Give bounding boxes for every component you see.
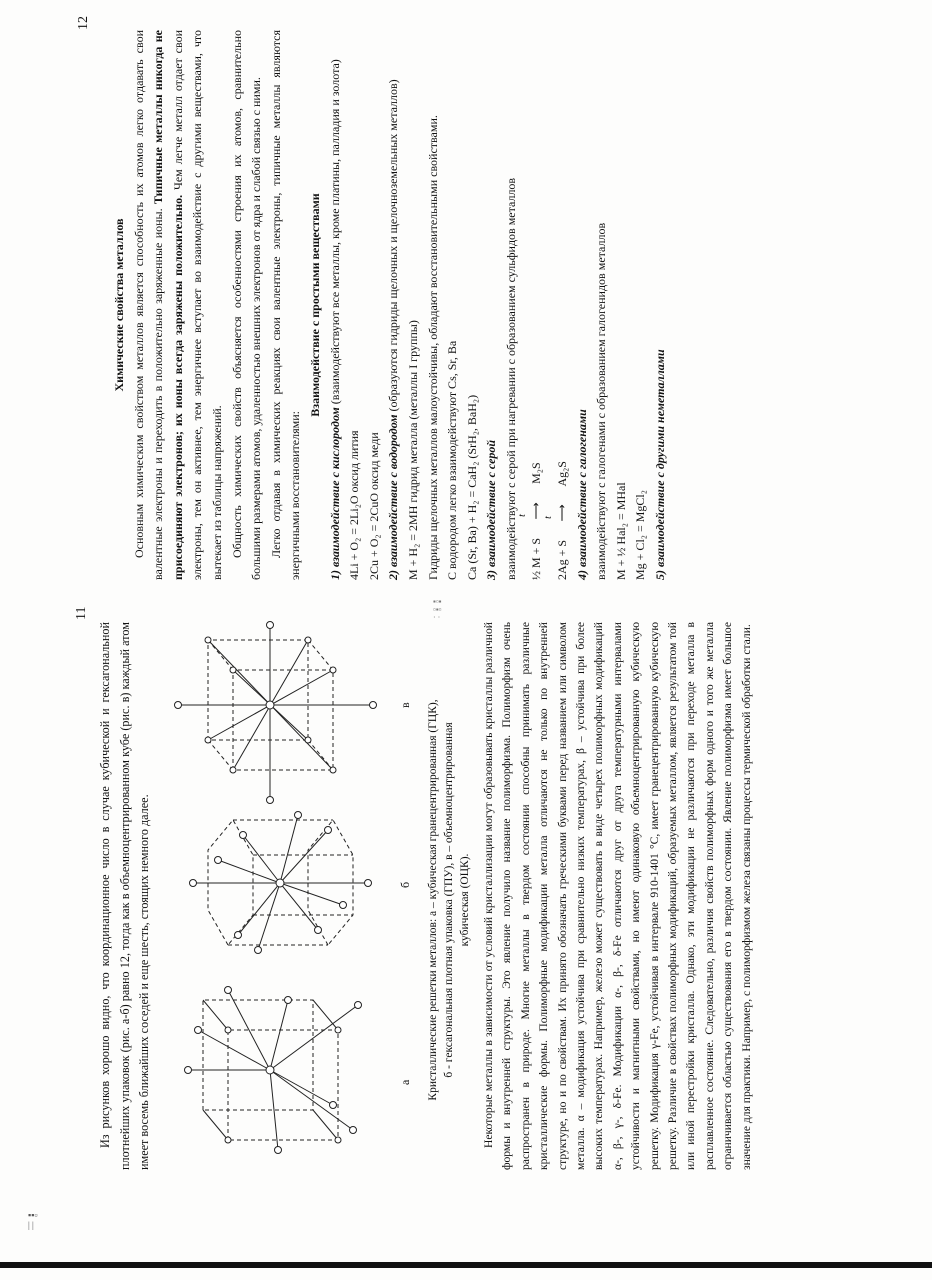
lattice-drawings	[168, 620, 398, 1180]
equation	[543, 30, 573, 580]
item-heading: 4) взаимодействие с галогенами	[574, 409, 589, 580]
subsection-title: Взаимодействие с простыми веществами	[307, 193, 322, 417]
page-number: 12	[76, 16, 91, 30]
equation: 2Cu + O₂ = 2CuO оксид меди	[366, 432, 381, 580]
list-item	[326, 30, 346, 580]
item-text: (образуются гидриды щелочных и щелочноземельных металлов)	[386, 79, 401, 412]
equation-left: 2Ag + S	[555, 539, 570, 580]
binder-scan-artifact: ▪▪▫ | |	[28, 1210, 38, 1230]
page-11	[0, 606, 932, 1180]
page-12	[0, 16, 932, 590]
figure-label-c: в	[398, 702, 412, 708]
intro-paragraph: Из рисунков хорошо видно, что координационное число в случае кубической и гексагональной плотнейших упаковок (рис. а-б) равно 12, тогда как в объемноцентрированном кубе (рис. в) каждый атом имеет восемь ближайших соседей и еще шесть, стоящих немного далее.	[98, 622, 152, 1170]
paragraph	[130, 30, 228, 580]
fcc-lattice-drawing	[185, 987, 362, 1154]
equation-left: ½ M + S	[529, 537, 544, 580]
equation	[517, 30, 547, 580]
heat-label: t	[543, 516, 555, 519]
item-heading: 3) взаимодействие с серой	[484, 439, 499, 580]
figure-label-b: б	[398, 881, 412, 888]
figure-caption	[425, 620, 473, 1180]
section-title: Химические свойства металлов	[112, 218, 126, 392]
caption-line: Кристаллические решетки металлов: а – кубическая гранецентрированная (ГЦК),	[427, 699, 439, 1101]
item-heading: 1) взаимодействие с кислородом	[327, 407, 342, 580]
item-text: взаимодействуют с серой при нагревании с образованием сульфидов металлов	[503, 177, 518, 580]
reaction-arrow: t ⟶	[553, 489, 573, 537]
paragraph: Общность химических свойств объясняется особенностями строения их атомов, сравнительно большими размерами атомов, удаленностью внешних электронов от ядра и слабой связью с ними.	[229, 30, 264, 580]
figure-label-a: а	[398, 1079, 412, 1085]
caption-line: кубическая (ОЦК).	[459, 853, 471, 947]
item-heading: 5) взаимодействие с другими неметаллами	[653, 349, 668, 580]
polymorphism-paragraph: Некоторые металлы в зависимости от условий кристаллизации могут образовывать кристаллы различной формы и внутренней структуры. Это явление получило название полиморфизма. Полиморфизм очень распространен в природе. Многие металлы в твердом состоянии способны принимать различные кристаллические формы. Полиморфные модификации металла отличаются не только по внутренней структуре, но и по свойствам. Их принято обозначать греческими буквами перед названием или символом металла. α – модификация устойчива при сравнительно низких температурах, β – устойчива при более высоких температурах. Например, железо может существовать в виде четырех полиморфных модификаций α-, β-, γ-, δ-Fe. Модификации α-, β-, δ-Fe отличаются друг от друга температурными интервалами устойчивости и магнитными свойствами, но имеют одинаковую объемноцентрированную кубическую решетку. Модификация γ-Fe, устойчивая в интервале 910-1401 °С, имеет гранецентрированную кубическую решетку. Различие в свойствах полиморфных модификаций, образуемых металлом, является результатом той или иной перестройки кристалла. Однако, эти модификации не различаются при переходе металла в расплавленное состояние. Следовательно, различия свойств полиморфных форм одного и того же металла ограничивается областью существования его в твердом состоянии. Явление полиморфизма имеет большое значение для практики. Например, с полиморфизмом железа связаны процессы термической обработки стали.	[482, 622, 753, 1170]
bcc-lattice-drawing	[175, 622, 377, 804]
gutter-scan-artifact: ▪▫▪ ▫▪▫ · ·	[433, 597, 442, 622]
page-number: 11	[74, 606, 89, 620]
equation-right: M₂S	[529, 462, 544, 484]
heat-label: t	[517, 514, 529, 517]
item-text: (взаимодействуют все металлы, кроме платины, палладия и золота)	[327, 59, 342, 405]
equation: M + ½ Hal₂ = MHal	[613, 482, 628, 580]
equation-right: Ag₂S	[555, 461, 570, 487]
equation: Mg + Cl₂ = MgCl₂	[633, 490, 648, 580]
equation: M + H₂ = 2MH гидрид металла (металлы I группы)	[405, 320, 420, 580]
equation: Ca (Sr, Ba) + H₂ = CaH₂ (SrH₂, BaH₂)	[464, 394, 479, 580]
text-run: Чем легче металл отдает свои электроны, тем он активнее, тем энергичнее вступает во взаимодействие с другими веществами, что вытекает из таблицы напряжений.	[170, 29, 224, 580]
paragraph: Гидриды щелочных металлов малоустойчивы, обладают восстановительными свойствами.	[425, 115, 440, 580]
text-run: Основным химическим свойством металлов является способность их атомов легко отдавать свои валентные электроны и переходить в положительно заряженные ионы.	[131, 30, 166, 580]
paragraph: С водородом легко взаимодействуют Cs, Sr, Ba	[445, 340, 460, 580]
hcp-lattice-drawing	[190, 812, 372, 954]
crystal-lattice-figure	[168, 620, 416, 1180]
item-heading: 2) взаимодействие с водородом	[386, 414, 401, 580]
list-item	[384, 30, 404, 580]
page-12-text	[110, 30, 671, 580]
bold-text-run: Типичные металлы никогда не присоединяют электронов; их ионы всегда заряжены положительно.	[151, 29, 185, 580]
caption-line: б - гексагональная плотная упаковка (ГПУ), в – объемноцентрированная	[443, 722, 455, 1078]
equation: 4Li + O₂ = 2Li₂O оксид лития	[347, 430, 362, 580]
reaction-arrow: t ⟶	[527, 487, 547, 535]
paragraph: Легко отдавая в химических реакциях свои валентные электроны, типичные металлы являются энергичными восстановителями:	[268, 30, 303, 580]
item-text: взаимодействуют с галогенами с образованием галогенидов металлов	[594, 222, 609, 580]
scan-edge-bar	[0, 1262, 932, 1268]
